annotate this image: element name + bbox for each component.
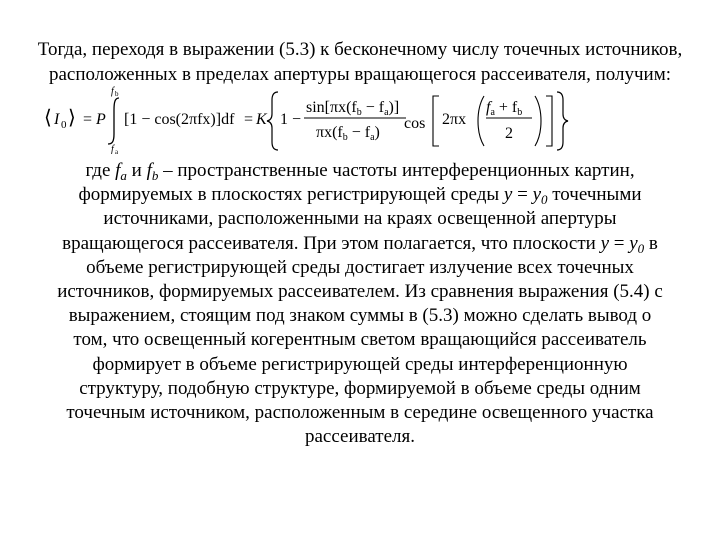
body-line: рассеивателя. [304, 426, 415, 448]
cos-argument: 2πx [442, 111, 467, 128]
frac2-numerator-f: f [486, 99, 491, 116]
sin-numerator: sin[πx(f [306, 99, 357, 116]
svg-text:πx(fb − fa) [316, 124, 380, 143]
equation-5-4 [14, 84, 574, 154]
body-line: точечным источником, расположенным в середине освещенного участка [66, 402, 654, 424]
body-line: формирует в объеме регистрирующей среды интерференционную [92, 353, 628, 375]
integral-lower: f [111, 144, 114, 154]
formula-P: P [96, 111, 106, 128]
sinc-denominator-b: b [342, 132, 348, 143]
body-line: формируемых в плоскостях регистрирующей среды $y = y_0$ точечными [78, 184, 642, 208]
svg-text:fa + fb [486, 99, 522, 118]
integral-upper-sub: b [115, 90, 119, 98]
formula-lhs-I: I [54, 111, 60, 128]
right-brace [557, 92, 568, 150]
frac2-numerator-b: b [517, 107, 523, 118]
sinc-denominator-a: a [370, 132, 375, 143]
body-line: том, что освещенный когерентным светом вращающийся рассеиватель [73, 329, 647, 351]
right-bracket [546, 96, 552, 146]
integral-sign [108, 98, 119, 144]
formula-equals-2: = [244, 111, 254, 128]
body-line: источниками, расположенными на краях освещенной апертуры [103, 208, 617, 230]
sin-numerator-a: a [384, 107, 389, 118]
sinc-denominator-mid: − f [347, 124, 371, 141]
body-paragraph [28, 159, 692, 449]
formula-equals-1: = [83, 111, 93, 128]
sin-numerator-end: )] [388, 99, 400, 116]
intro-line: расположенных в пределах апертуры вращающегося рассеивателя, получим: [48, 64, 671, 85]
sinc-denominator-end: ) [374, 124, 380, 141]
frac2-denominator: 2 [505, 125, 513, 142]
frac2-plus: + f [494, 99, 518, 116]
svg-text:sin[πx(fb − fa)] [306, 99, 399, 118]
sin-numerator-mid: − f [361, 99, 385, 116]
body-line: структуру, подобную структуре, формируемой в объеме среды одним [79, 377, 641, 399]
body-line: источников, формируемых рассеивателем. Из сравнения выражения (5.4) с [57, 281, 663, 303]
formula-integrand: [1 − cos(2πfx)]df [124, 111, 235, 128]
body-line: объеме регистрирующей среды достигает излучение всех точечных [86, 256, 634, 278]
left-bracket [433, 96, 439, 146]
left-brace [267, 92, 278, 150]
formula-cos: cos [404, 115, 426, 132]
intro-line: Тогда, переходя в выражении (5.3) к бесконечному числу точечных источников, [37, 39, 683, 60]
body-line: выражением, стоящим под знаком суммы в (5.3) можно сделать вывод о [68, 305, 652, 327]
body-line: вращающегося рассеивателя. При этом полагается, что плоскости $y = y_0$ в [62, 232, 658, 256]
formula-lhs-open: ⟨ [44, 107, 52, 129]
formula-K: K [256, 111, 267, 128]
body-line: где $f_a$ и $f_b$ – пространственные частоты интерференционных картин, [85, 160, 635, 183]
right-paren [535, 96, 541, 146]
sinc-denominator: πx(f [316, 124, 343, 141]
integral-upper: f [111, 86, 114, 97]
formula-lhs-close: ⟩ [68, 107, 76, 129]
integral-lower-sub: a [115, 148, 119, 154]
left-paren [478, 96, 484, 146]
formula-lhs-sub: 0 [61, 119, 67, 131]
intro-paragraph [20, 37, 700, 87]
formula-one-minus: 1 − [280, 111, 302, 128]
frac2-numerator-a: a [490, 107, 495, 118]
sin-numerator-b: b [356, 107, 362, 118]
